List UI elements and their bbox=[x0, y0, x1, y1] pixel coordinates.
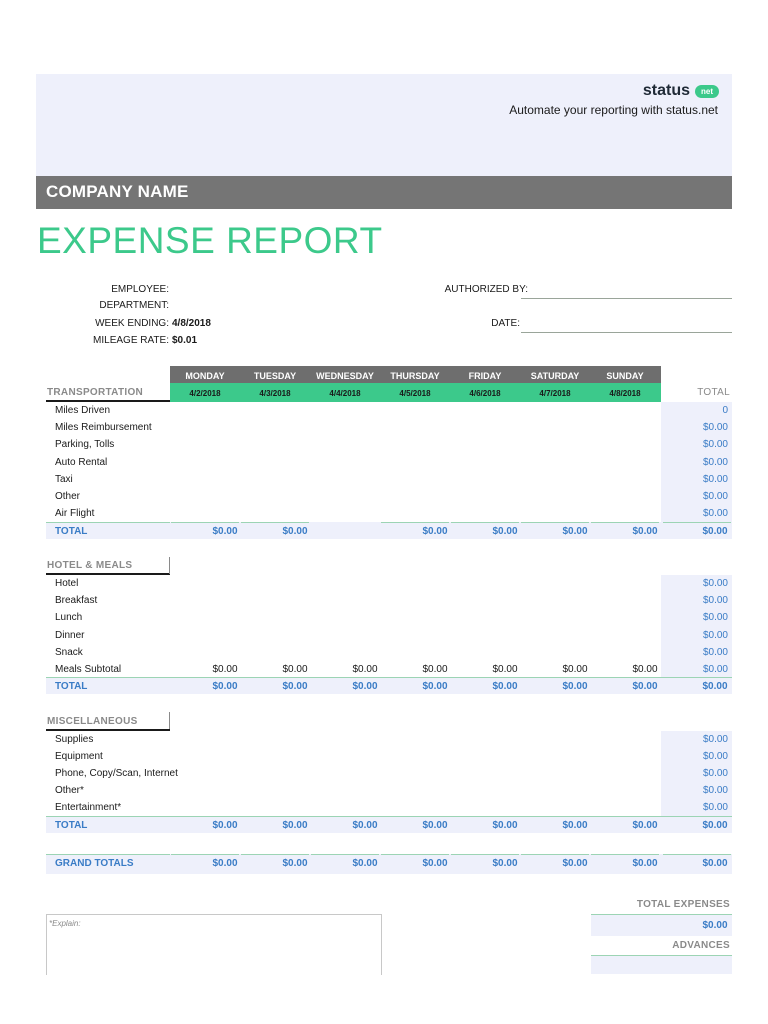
misc-grand-total: $0.00 bbox=[702, 820, 728, 831]
meals-subtotal-wednesday: $0.00 bbox=[352, 664, 378, 675]
item-hotel: Hotel bbox=[55, 578, 79, 589]
misc-total-wednesday: $0.00 bbox=[352, 820, 378, 831]
misc-heading: MISCELLANEOUS bbox=[47, 716, 138, 727]
grand-totals-seg bbox=[241, 854, 309, 855]
date-tuesday: 4/3/2018 bbox=[259, 389, 291, 398]
meals-subtotal-saturday: $0.00 bbox=[562, 664, 588, 675]
misc-total-friday: $0.00 bbox=[492, 820, 518, 831]
meals-subtotal-monday: $0.00 bbox=[212, 664, 238, 675]
transportation-total-label: TOTAL bbox=[55, 526, 88, 537]
date-wednesday: 4/4/2018 bbox=[329, 389, 361, 398]
total-equipment: $0.00 bbox=[702, 751, 728, 762]
item-other: Other bbox=[55, 491, 81, 502]
total-lunch: $0.00 bbox=[702, 612, 728, 623]
grand-total-overall: $0.00 bbox=[702, 858, 728, 869]
total-expenses-line bbox=[591, 914, 732, 915]
company-name: COMPANY NAME bbox=[46, 182, 189, 201]
item-taxi: Taxi bbox=[55, 474, 73, 485]
hotel-total-sunday: $0.00 bbox=[632, 681, 658, 692]
item-breakfast: Breakfast bbox=[55, 595, 98, 606]
transportation-total-line bbox=[46, 522, 170, 523]
grand-totals-seg bbox=[311, 854, 379, 855]
explain-label: *Explain: bbox=[49, 919, 81, 928]
transportation-total-sunday: $0.00 bbox=[632, 526, 658, 537]
day-wednesday: WEDNESDAY bbox=[316, 371, 374, 381]
grand-total-thursday: $0.00 bbox=[422, 858, 448, 869]
misc-heading-divider bbox=[169, 712, 170, 729]
transportation-heading-underline bbox=[46, 400, 170, 402]
mileage-rate-value[interactable]: $0.01 bbox=[172, 335, 198, 346]
brand-tagline: Automate your reporting with status.net bbox=[509, 103, 718, 117]
hotel-meals-total-line bbox=[46, 677, 732, 678]
item-other-misc: Other* bbox=[55, 785, 84, 796]
day-sunday: SUNDAY bbox=[606, 371, 644, 381]
brand-name: status bbox=[642, 82, 690, 99]
advances-line bbox=[591, 955, 732, 956]
day-saturday: SATURDAY bbox=[530, 371, 580, 381]
transportation-total-thursday: $0.00 bbox=[422, 526, 448, 537]
hotel-meals-total-column bbox=[661, 575, 732, 677]
hotel-meals-heading-underline bbox=[46, 573, 170, 575]
hotel-total-tuesday: $0.00 bbox=[282, 681, 308, 692]
grand-totals-seg bbox=[663, 854, 731, 855]
date-thursday: 4/5/2018 bbox=[399, 389, 431, 398]
item-equipment: Equipment bbox=[55, 751, 103, 762]
item-snack: Snack bbox=[55, 647, 83, 658]
transportation-heading: TRANSPORTATION bbox=[47, 387, 144, 398]
item-supplies: Supplies bbox=[55, 734, 94, 745]
transportation-total-seg bbox=[171, 522, 239, 523]
date-label: DATE: bbox=[491, 318, 520, 329]
total-hotel: $0.00 bbox=[702, 578, 728, 589]
department-label: DEPARTMENT: bbox=[99, 300, 169, 311]
grand-total-tuesday: $0.00 bbox=[282, 858, 308, 869]
total-taxi: $0.00 bbox=[702, 474, 728, 485]
grand-totals-line bbox=[46, 854, 170, 855]
total-other: $0.00 bbox=[702, 491, 728, 502]
transportation-total-tuesday: $0.00 bbox=[282, 526, 308, 537]
date-friday: 4/6/2018 bbox=[469, 389, 501, 398]
total-entertainment: $0.00 bbox=[702, 802, 728, 813]
item-phone-copy-scan-internet: Phone, Copy/Scan, Internet bbox=[55, 768, 178, 779]
total-column-header: TOTAL bbox=[697, 387, 730, 398]
misc-total-thursday: $0.00 bbox=[422, 820, 448, 831]
misc-total-label: TOTAL bbox=[55, 820, 88, 831]
transportation-total-seg bbox=[381, 522, 449, 523]
item-parking-tolls: Parking, Tolls bbox=[55, 439, 115, 450]
authorized-by-label: AUTHORIZED BY: bbox=[444, 284, 528, 295]
transportation-grand-total: $0.00 bbox=[702, 526, 728, 537]
hotel-meals-heading: HOTEL & MEALS bbox=[47, 560, 133, 571]
total-phone-copy-scan-internet: $0.00 bbox=[702, 768, 728, 779]
report-title: EXPENSE REPORT bbox=[37, 220, 383, 261]
misc-total-sunday: $0.00 bbox=[632, 820, 658, 831]
grand-total-wednesday: $0.00 bbox=[352, 858, 378, 869]
mileage-rate-label: MILEAGE RATE: bbox=[93, 335, 169, 346]
hotel-total-thursday: $0.00 bbox=[422, 681, 448, 692]
transportation-total-seg bbox=[521, 522, 589, 523]
header-band bbox=[36, 74, 732, 176]
meals-subtotal-sunday: $0.00 bbox=[632, 664, 658, 675]
item-miles-driven: Miles Driven bbox=[55, 405, 111, 416]
week-ending-label: WEEK ENDING: bbox=[95, 318, 169, 329]
transportation-total-friday: $0.00 bbox=[492, 526, 518, 537]
total-parking-tolls: $0.00 bbox=[702, 439, 728, 450]
item-lunch: Lunch bbox=[55, 612, 83, 623]
hotel-total-wednesday: $0.00 bbox=[352, 681, 378, 692]
grand-totals-seg bbox=[381, 854, 449, 855]
grand-total-saturday: $0.00 bbox=[562, 858, 588, 869]
item-miles-reimbursement: Miles Reimbursement bbox=[55, 422, 152, 433]
meals-subtotal-label: Meals Subtotal bbox=[55, 664, 122, 675]
total-snack: $0.00 bbox=[702, 647, 728, 658]
hotel-meals-total-label: TOTAL bbox=[55, 681, 88, 692]
total-breakfast: $0.00 bbox=[702, 595, 728, 606]
total-supplies: $0.00 bbox=[702, 734, 728, 745]
meals-subtotal-thursday: $0.00 bbox=[422, 664, 448, 675]
misc-total-monday: $0.00 bbox=[212, 820, 238, 831]
date-sunday: 4/8/2018 bbox=[609, 389, 641, 398]
misc-total-line bbox=[46, 816, 732, 817]
meals-subtotal-total: $0.00 bbox=[702, 664, 728, 675]
advances-cell[interactable] bbox=[591, 955, 732, 974]
authorized-by-field[interactable] bbox=[521, 297, 732, 299]
total-auto-rental: $0.00 bbox=[702, 457, 728, 468]
grand-totals-seg bbox=[171, 854, 239, 855]
hotel-total-monday: $0.00 bbox=[212, 681, 238, 692]
date-field[interactable] bbox=[521, 331, 732, 333]
day-friday: FRIDAY bbox=[468, 371, 502, 381]
grand-total-friday: $0.00 bbox=[492, 858, 518, 869]
day-monday: MONDAY bbox=[185, 371, 225, 381]
total-air-flight: $0.00 bbox=[702, 508, 728, 519]
transportation-total-seg bbox=[241, 522, 309, 523]
transportation-total-monday: $0.00 bbox=[212, 526, 238, 537]
total-dinner: $0.00 bbox=[702, 630, 728, 641]
total-miles-driven: 0 bbox=[722, 405, 728, 416]
date-saturday: 4/7/2018 bbox=[539, 389, 571, 398]
grand-totals-seg bbox=[521, 854, 589, 855]
transportation-total-saturday: $0.00 bbox=[562, 526, 588, 537]
grand-total-sunday: $0.00 bbox=[632, 858, 658, 869]
day-thursday: THURSDAY bbox=[390, 371, 440, 381]
misc-total-tuesday: $0.00 bbox=[282, 820, 308, 831]
explain-textarea[interactable] bbox=[46, 914, 382, 975]
total-expenses-value: $0.00 bbox=[702, 920, 728, 931]
transportation-total-seg bbox=[663, 522, 731, 523]
meals-subtotal-tuesday: $0.00 bbox=[282, 664, 308, 675]
employee-label: EMPLOYEE: bbox=[111, 284, 169, 295]
grand-totals-label: GRAND TOTALS bbox=[55, 858, 134, 869]
hotel-total-friday: $0.00 bbox=[492, 681, 518, 692]
total-expenses-label: TOTAL EXPENSES bbox=[636, 899, 730, 910]
transportation-total-seg bbox=[591, 522, 659, 523]
item-air-flight: Air Flight bbox=[55, 508, 95, 519]
hotel-total-saturday: $0.00 bbox=[562, 681, 588, 692]
item-entertainment: Entertainment* bbox=[55, 802, 122, 813]
advances-label: ADVANCES bbox=[672, 940, 730, 951]
item-dinner: Dinner bbox=[55, 630, 85, 641]
grand-totals-seg bbox=[451, 854, 519, 855]
date-monday: 4/2/2018 bbox=[189, 389, 221, 398]
grand-totals-seg bbox=[591, 854, 659, 855]
meals-subtotal-friday: $0.00 bbox=[492, 664, 518, 675]
misc-heading-underline bbox=[46, 729, 170, 731]
total-miles-reimbursement: $0.00 bbox=[702, 422, 728, 433]
hotel-meals-heading-divider bbox=[169, 557, 170, 574]
total-other-misc: $0.00 bbox=[702, 785, 728, 796]
transportation-total-seg bbox=[451, 522, 519, 523]
item-auto-rental: Auto Rental bbox=[55, 457, 108, 468]
week-ending-value[interactable]: 4/8/2018 bbox=[172, 318, 211, 329]
misc-total-saturday: $0.00 bbox=[562, 820, 588, 831]
grand-total-monday: $0.00 bbox=[212, 858, 238, 869]
day-tuesday: TUESDAY bbox=[253, 371, 297, 381]
hotel-grand-total: $0.00 bbox=[702, 681, 728, 692]
brand-badge: net bbox=[695, 85, 719, 98]
